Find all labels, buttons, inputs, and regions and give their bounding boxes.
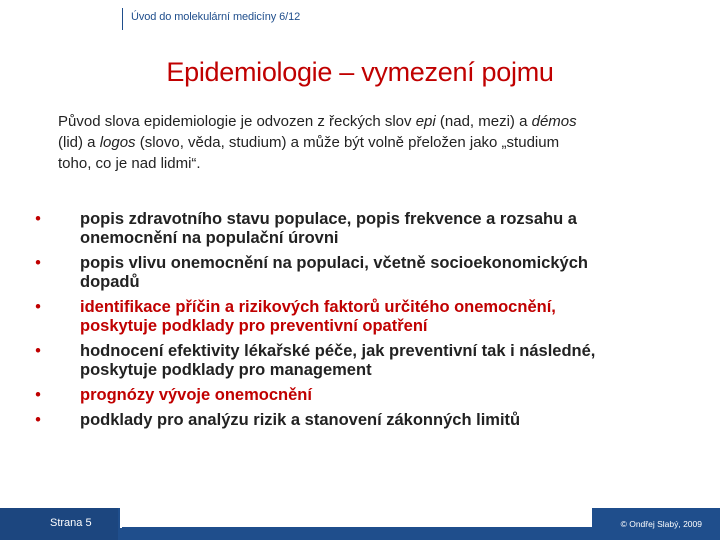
bullet-line: poskytuje podklady pro management	[80, 361, 372, 379]
slide-title: Epidemiologie – vymezení pojmu	[166, 57, 554, 87]
bullet-line: dopadů	[80, 273, 140, 291]
term-logos: logos	[99, 134, 136, 151]
bullet-icon: •	[35, 298, 41, 316]
bullet-item-highlighted	[30, 386, 595, 405]
term-epi: epi	[415, 113, 436, 130]
bullet-item	[30, 411, 595, 430]
bullet-text	[80, 254, 595, 292]
intro-line-3: toho, co je nad lidmi“.	[58, 155, 201, 172]
intro-text: (lid) a	[58, 134, 100, 151]
bullet-icon: •	[35, 411, 41, 429]
bullet-line: prognózy vývoje onemocnění	[80, 386, 312, 404]
page-number: Strana 5	[50, 517, 92, 529]
bullet-line: popis vlivu onemocnění na populaci, včetně socioekonomických	[80, 254, 588, 272]
bullet-list	[30, 210, 595, 436]
bullet-item-highlighted	[30, 298, 595, 336]
bullet-text	[80, 386, 595, 405]
bullet-icon: •	[35, 254, 41, 272]
bullet-icon: •	[35, 342, 41, 360]
term-demos: démos	[531, 113, 577, 130]
copyright: © Ondřej Slabý, 2009	[620, 519, 702, 529]
intro-text: (slovo, věda, studium) a může být volně přeložen jako „studium	[135, 134, 560, 151]
bullet-item	[30, 210, 595, 248]
bullet-item	[30, 342, 595, 380]
header-divider	[122, 8, 123, 30]
bullet-line: identifikace příčin a rizikových faktorů určitého onemocnění,	[80, 298, 556, 316]
bullet-text	[80, 210, 595, 248]
footer-divider	[120, 508, 122, 528]
bullet-text	[80, 411, 595, 430]
bullet-icon: •	[35, 386, 41, 404]
bullet-line: popis zdravotního stavu populace, popis frekvence a rozsahu a	[80, 210, 577, 228]
intro-line-2	[58, 132, 658, 153]
bullet-line: poskytuje podklady pro preventivní opatření	[80, 317, 428, 335]
intro-paragraph	[58, 111, 658, 174]
course-title: Úvod do molekulární medicíny 6/12	[131, 11, 301, 23]
bullet-icon: •	[35, 210, 41, 228]
bullet-text	[80, 298, 595, 336]
bullet-line: hodnocení efektivity lékařské péče, jak preventivní tak i následné,	[80, 342, 596, 360]
bullet-item	[30, 254, 595, 292]
intro-text: (nad, mezi) a	[435, 113, 532, 130]
intro-line-1	[58, 111, 658, 132]
intro-text: Původ slova epidemiologie je odvozen z řeckých slov	[58, 113, 416, 130]
footer-gap	[122, 508, 592, 527]
bullet-text	[80, 342, 595, 380]
bullet-line: onemocnění na populační úrovni	[80, 229, 339, 247]
bullet-line: podklady pro analýzu rizik a stanovení zákonných limitů	[80, 411, 521, 429]
